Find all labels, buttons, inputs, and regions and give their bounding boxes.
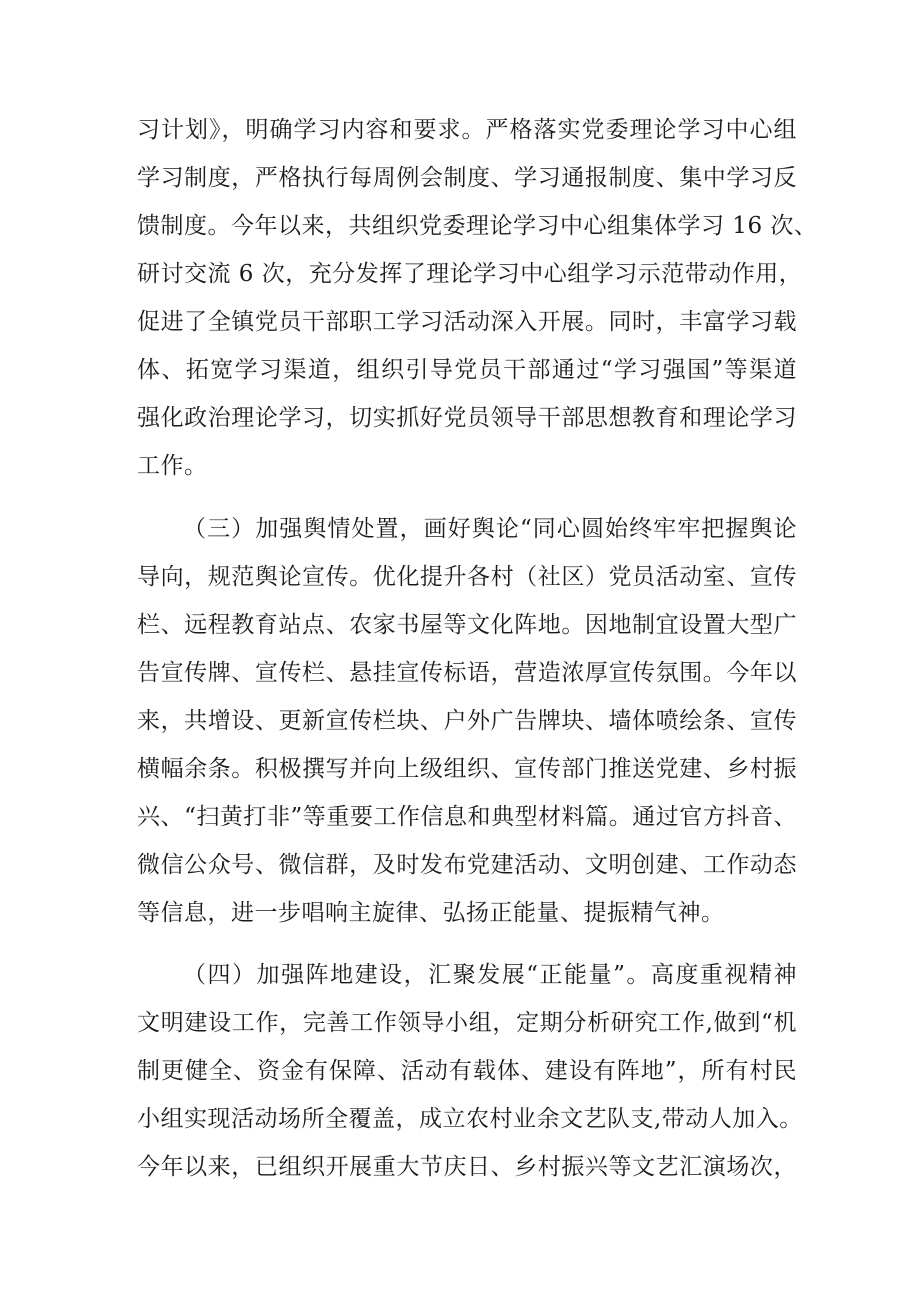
text-line: 今年以来，已组织开展重大节庆日、乡村振兴等文艺汇演场次，: [137, 1154, 797, 1180]
text-line: 研讨交流 6 次，充分发挥了理论学习中心组学习示范带动作用，: [137, 261, 803, 287]
text-line: 来，共增设、更新宣传栏块、户外广告牌块、墙体喷绘条、宣传: [137, 708, 797, 734]
text-line: 体、拓宽学习渠道，组织引导党员干部通过“学习强国”等渠道: [137, 357, 797, 383]
text-line: 制更健全、资金有保障、活动有载体、建设有阵地”，所有村民: [137, 1058, 797, 1084]
text-line: 习计划》，明确学习内容和要求。严格落实党委理论学习中心组: [137, 117, 797, 143]
text-line: 导向，规范舆论宣传。优化提升各村（社区）党员活动室、宣传: [137, 564, 797, 590]
section-heading-line: （四）加强阵地建设，汇聚发展“正能量”。高度重视精神: [183, 962, 797, 988]
text-line: 文明建设工作，完善工作领导小组，定期分析研究工作,做到“机: [137, 1010, 797, 1036]
text-line: 栏、远程教育站点、农家书屋等文化阵地。因地制宜设置大型广: [137, 612, 797, 638]
text-line: 等信息，进一步唱响主旋律、弘扬正能量、提振精气神。: [137, 900, 725, 926]
text-line: 馈制度。今年以来，共组织党委理论学习中心组集体学习 16 次、: [137, 213, 818, 239]
text-line: 横幅余条。积极撰写并向上级组织、宣传部门推送党建、乡村振: [137, 756, 797, 782]
text-line: 微信公众号、微信群，及时发布党建活动、文明创建、工作动态: [137, 852, 797, 878]
section-heading-line: （三）加强舆情处置，画好舆论“同心圆始终牢牢把握舆论: [183, 516, 797, 542]
text-line: 工作。: [137, 453, 208, 479]
text-line: 学习制度，严格执行每周例会制度、学习通报制度、集中学习反: [137, 165, 797, 191]
text-line: 小组实现活动场所全覆盖，成立农村业余文艺队支,带动人加入。: [137, 1106, 803, 1132]
text-line: 兴、“扫黄打非”等重要工作信息和典型材料篇。通过官方抖音、: [137, 804, 797, 830]
text-line: 强化政治理论学习，切实抓好党员领导干部思想教育和理论学习: [137, 405, 797, 431]
text-line: 告宣传牌、宣传栏、悬挂宣传标语，营造浓厚宣传氛围。今年以: [137, 660, 797, 686]
text-line: 促进了全镇党员干部职工学习活动深入开展。同时，丰富学习载: [137, 309, 797, 335]
